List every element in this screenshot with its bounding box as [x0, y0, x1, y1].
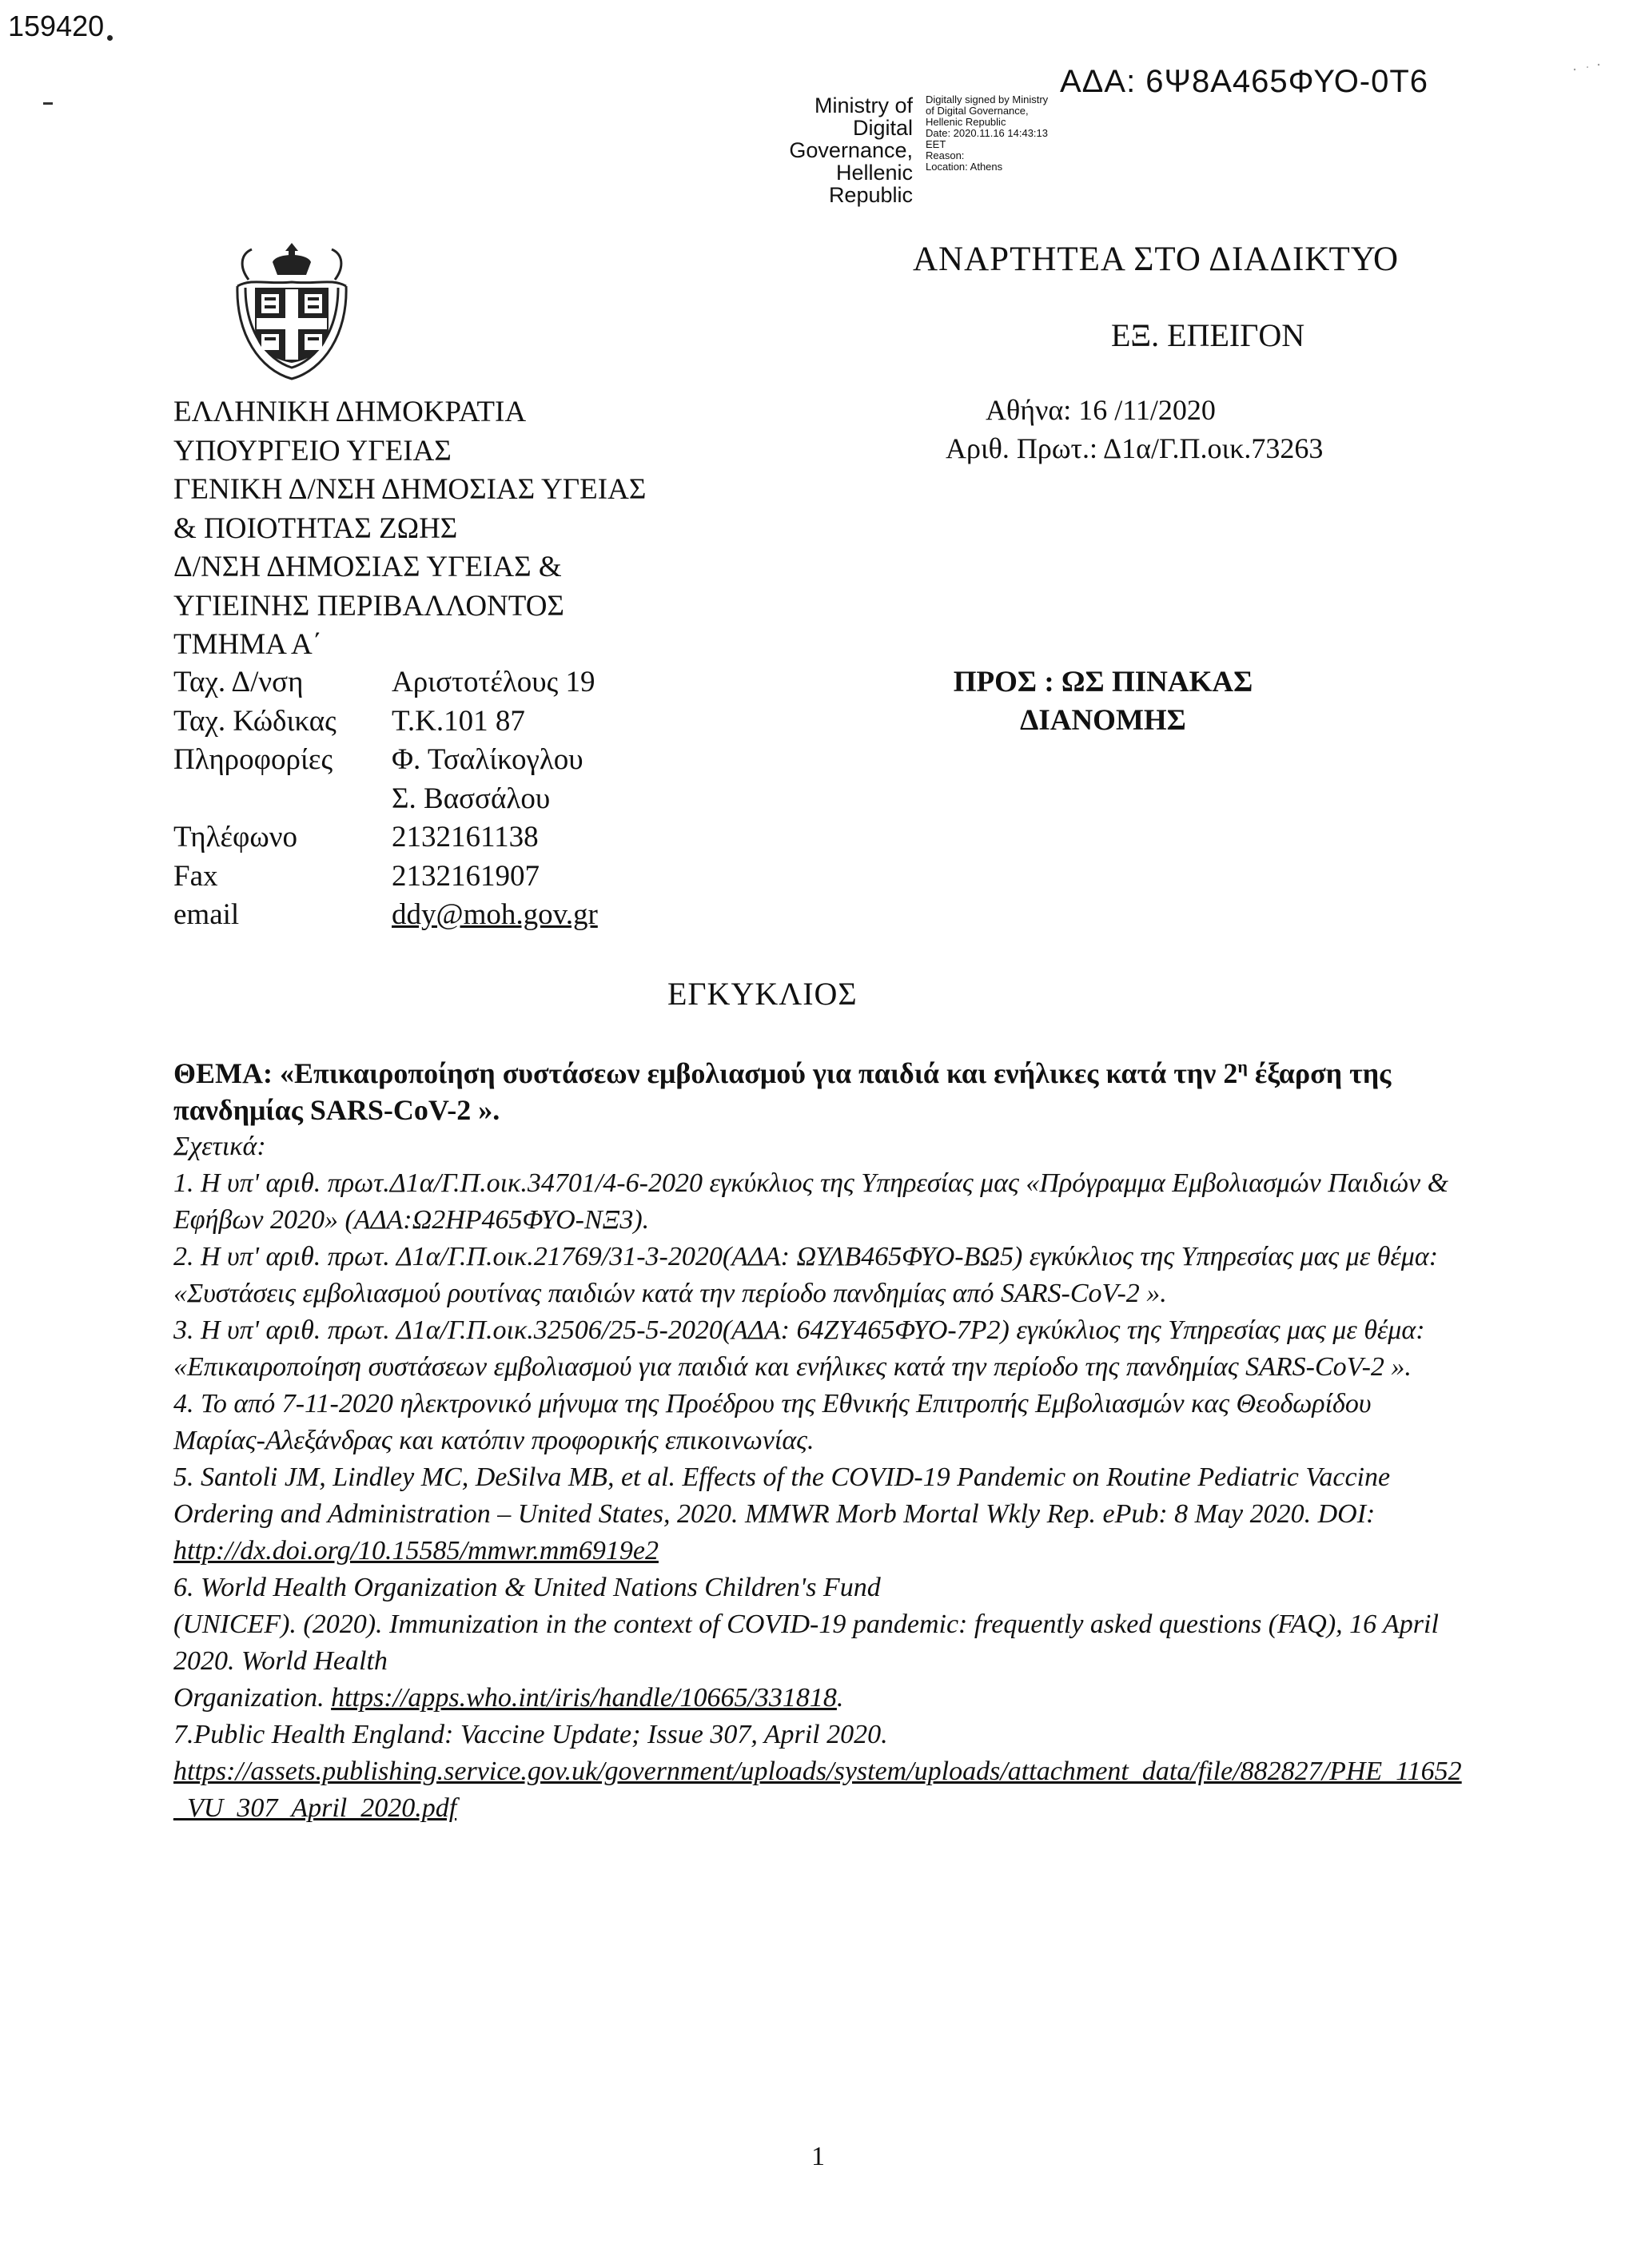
issuing-authority [173, 393, 646, 665]
reference-item: 2. Η υπ' αριθ. πρωτ. Δ1α/Γ.Π.οικ.21769/31-3-2020(ΑΔΑ: ΩΥΛΒ465ΦΥΟ-ΒΩ5) εγκύκλιος της Υπηρεσίας μας με θέμα: «Συστάσεις εμβολιασμού ρουτίνας παιδιών κατά την περίοδο πανδημίας από SARS-CoV-2 ». [173, 1242, 1439, 1308]
authority-line: & ΠΟΙΟΤΗΤΑΣ ΖΩΗΣ [173, 511, 458, 545]
document-body [173, 1048, 1462, 1827]
document-type-title: ΕΓΚΥΚΛΙΟΣ [667, 976, 858, 1012]
contact-row: Πληροφορίες Φ. Τσαλίκογλου [173, 743, 584, 776]
contact-row: Ταχ. Κώδικας Τ.Κ.101 87 [173, 704, 525, 738]
contact-row: Ταχ. Δ/νση Αριστοτέλους 19 [173, 666, 595, 698]
authority-line: ΓΕΝΙΚΗ Δ/ΝΣΗ ΔΗΜΟΣΙΑΣ ΥΓΕΙΑΣ [173, 473, 647, 506]
references-list [173, 1165, 1462, 1827]
scan-mark [43, 102, 53, 105]
digital-signature-details: Digitally signed by Ministry of Digital Governance, Hellenic Republic Date: 2020.11.16 14:43:13 EET Reason: Location: Athens [926, 94, 1049, 173]
scan-specks [1571, 62, 1603, 74]
urgent-label: ΕΞ. ΕΠΕΙΓΟΝ [1111, 317, 1305, 353]
reference-item: 4. Το από 7-11-2020 ηλεκτρονικό μήνυμα της Προέδρου της Εθνικής Επιτροπής Εμβολιασμών κας Θεοδωρίδου Μαρίας-Αλεξάνδρας και κατόπιν προφορικής επικοινωνίας. [173, 1389, 1372, 1455]
reference-item: 5. Santoli JM, Lindley MC, DeSilva MB, et al. Effects of the COVID-19 Pandemic on Routine Pediatric Vaccine Ordering and Administration – United States, 2020. MMWR Morb Mortal Wkly Rep. ePub: 8 May 2020. DOI: http://dx.doi.org/10.15585/mmwr.mm6919e2 [173, 1462, 1391, 1566]
ada-code: ΑΔΑ: 6Ψ8Α465ΦΥΟ-0Τ6 [1060, 64, 1429, 99]
subject-line: ΘΕΜΑ: «Επικαιροποίηση συστάσεων εμβολιασμού για παιδιά και ενήλικες κατά την $2^\eta$ έξαρση της πανδημίας SARS-CoV-2 ». [173, 1056, 1392, 1126]
authority-line: ΤΜΗΜΑ Α΄ [173, 628, 323, 661]
who-link[interactable]: https://apps.who.int/iris/handle/10665/331818 [331, 1683, 837, 1713]
scan-speck [107, 35, 113, 41]
contact-row: Σ. Βασσάλου [392, 782, 551, 815]
authority-line: ΥΓΙΕΙΝΗΣ ΠΕΡΙΒΑΛΛΟΝΤΟΣ [173, 589, 564, 623]
contact-row: email ddy@moh.gov.gr [173, 896, 598, 935]
authority-line: ΕΛΛΗΝΙΚΗ ΔΗΜΟΚΡΑΤΙΑ [173, 396, 527, 428]
related-heading: Σχετικά: [173, 1132, 266, 1161]
recipients: ΠΡΟΣ : ΩΣ ΠΙΝΑΚΑΣ ΔΙΑΝΟΜΗΣ [953, 666, 1253, 737]
authority-line: Δ/ΝΣΗ ΔΗΜΟΣΙΑΣ ΥΓΕΙΑΣ & [173, 551, 562, 583]
greek-emblem-icon [228, 238, 356, 384]
protocol-number: Αριθ. Πρωτ.: Δ1α/Γ.Π.οικ.73263 [946, 432, 1324, 464]
phe-link[interactable]: https://assets.publishing.service.gov.uk/government/uploads/system/uploads/attachment_data/file/882827/PHE_11652_VU_307_April_2020.pdf [173, 1757, 1462, 1823]
contact-row: Τηλέφωνο 2132161138 [173, 821, 539, 853]
contact-row: Fax 2132161907 [173, 859, 540, 893]
signature-ministry: Ministry of Digital Governance, Hellenic Republic [789, 94, 913, 207]
reference-item: 3. Η υπ' αριθ. πρωτ. Δ1α/Γ.Π.οικ.32506/25-5-2020(ΑΔΑ: 64ΖΥ465ΦΥΟ-7Ρ2) εγκύκλιος της Υπηρεσίας μας με θέμα: «Επικαιροποίηση συστάσεων εμβολιασμού για παιδιά και ενήλικες κατά την περίοδο της πανδημίας SARS-CoV-2 ». [173, 1315, 1425, 1382]
reference-item: 1. Η υπ' αριθ. πρωτ.Δ1α/Γ.Π.οικ.34701/4-6-2020 εγκύκλιος της Υπηρεσίας μας «Πρόγραμμα Εμβολιασμών Παιδιών & Εφήβων 2020» (ΑΔΑ:Ω2ΗΡ465ΦΥΟ-ΝΞ3). [173, 1168, 1449, 1235]
page-number: 1 [811, 2142, 825, 2171]
publish-online-label: ΑΝΑΡΤΗΤΕΑ ΣΤΟ ΔΙΑΔΙΚΤΥΟ [913, 241, 1400, 278]
email-link[interactable]: ddy@moh.gov.gr [392, 898, 598, 931]
document-date: Αθήνα: 16 /11/2020 [986, 394, 1216, 426]
doi-link[interactable]: http://dx.doi.org/10.15585/mmwr.mm6919e2 [173, 1536, 659, 1566]
scan-id: 159420 [8, 10, 105, 42]
authority-line: ΥΠΟΥΡΓΕΙΟ ΥΓΕΙΑΣ [173, 434, 452, 468]
contact-details [173, 663, 598, 935]
reference-item: 7.Public Health England: Vaccine Update; Issue 307, April 2020. https://assets.publishing.service.gov.uk/government/uploads/system/uploads/attachment_data/file/882827/PHE_11652_VU_307_April_2020.pdf [173, 1720, 1462, 1823]
reference-item: 6. World Health Organization & United Nations Children's Fund (UNICEF). (2020). Immunization in the context of COVID-19 pandemic: frequently asked questions (FAQ), 16 April 2020. World Health Organization. https://apps.who.int/iris/handle/10665/331818. [173, 1573, 1439, 1713]
